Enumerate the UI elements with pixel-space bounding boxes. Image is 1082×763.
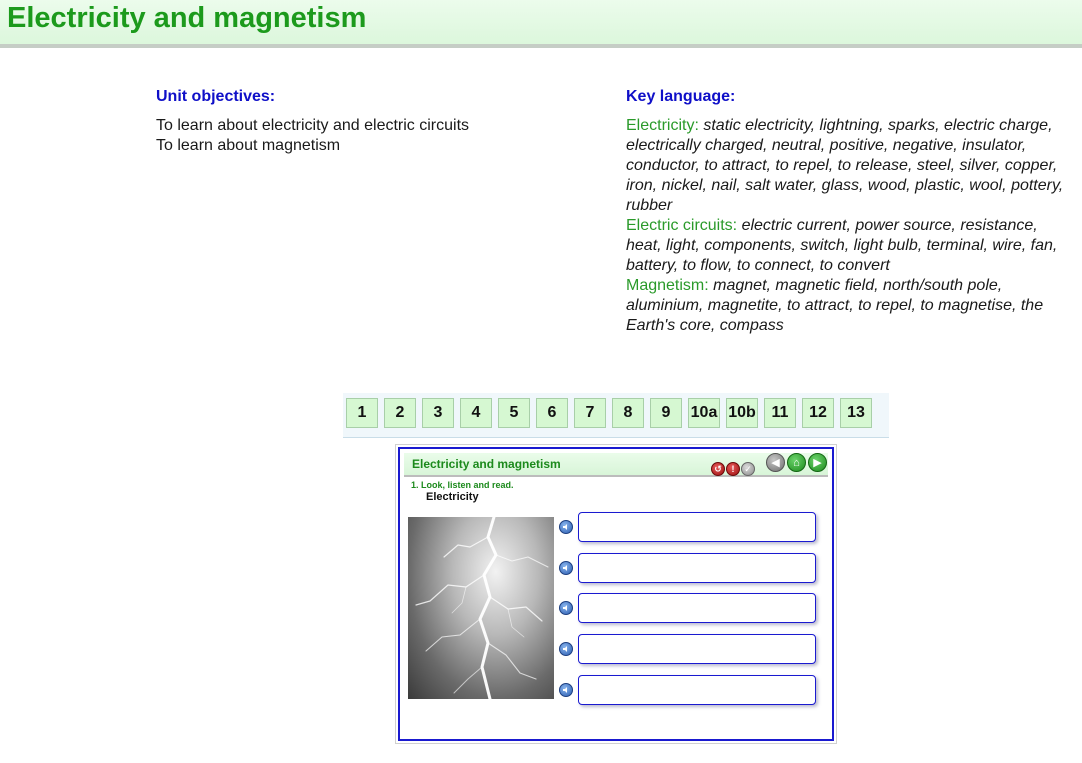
page-button-4[interactable]: 4: [460, 398, 492, 428]
page-button-3[interactable]: 3: [422, 398, 454, 428]
activity-instruction: 1. Look, listen and read.: [411, 480, 514, 490]
activity-title-bar: [404, 453, 828, 477]
answer-input-1[interactable]: [578, 512, 816, 542]
page-navigation: [343, 393, 889, 438]
speaker-icon[interactable]: [559, 520, 573, 534]
key-language-words-magnetism: magnet, magnetic field, north/south pole, aluminium, magnetite, to attract, to repel, to magnetise, the Earth's core, compass: [626, 277, 1044, 334]
speaker-icon[interactable]: [559, 683, 573, 697]
key-language-category-magnetism: Magnetism:: [626, 277, 709, 294]
key-language-text: [626, 116, 1074, 336]
page-button-9[interactable]: 9: [650, 398, 682, 428]
key-language-words-electricity: static electricity, lightning, sparks, electric charge, electrically charged, neutral, positive, negative, insulator, conductor, to attract, to repel, to release, steel, silver, copper, iron, nickel, nail, salt water, glass, wood, plastic, wool, pottery, rubber: [626, 117, 1064, 214]
page-button-10b[interactable]: 10b: [726, 398, 758, 428]
activity-title: Electricity and magnetism: [412, 457, 561, 471]
info-icon[interactable]: !: [726, 462, 740, 476]
page-title: Electricity and magnetism: [7, 2, 367, 34]
key-language-category-circuits: Electric circuits:: [626, 217, 738, 234]
page-button-13[interactable]: 13: [840, 398, 872, 428]
key-language-words-circuits: electric current, power source, resistance, heat, light, components, switch, light bulb, terminal, wire, fan, battery, to flow, to connect, to convert: [626, 217, 1058, 274]
page-header: [0, 0, 1082, 48]
objective-item: To learn about electricity and electric circuits: [156, 117, 470, 134]
page-button-2[interactable]: 2: [384, 398, 416, 428]
speaker-icon[interactable]: [559, 642, 573, 656]
objective-item: To learn about magnetism: [156, 137, 341, 154]
home-icon[interactable]: ⌂: [787, 453, 806, 472]
check-icon[interactable]: ✓: [741, 462, 755, 476]
undo-icon[interactable]: ↺: [711, 462, 725, 476]
page-button-6[interactable]: 6: [536, 398, 568, 428]
page-button-12[interactable]: 12: [802, 398, 834, 428]
answer-input-4[interactable]: [578, 634, 816, 664]
page-button-1[interactable]: 1: [346, 398, 378, 428]
objectives-heading: Unit objectives:: [156, 88, 276, 105]
key-language-heading: Key language:: [626, 88, 736, 105]
answer-input-5[interactable]: [578, 675, 816, 705]
page-button-10a[interactable]: 10a: [688, 398, 720, 428]
page-button-7[interactable]: 7: [574, 398, 606, 428]
speaker-icon[interactable]: [559, 601, 573, 615]
back-arrow-icon[interactable]: ◀: [766, 453, 785, 472]
key-language-category-electricity: Electricity:: [626, 117, 699, 134]
activity-frame: [395, 444, 837, 744]
page-button-8[interactable]: 8: [612, 398, 644, 428]
forward-arrow-icon[interactable]: ▶: [808, 453, 827, 472]
answer-input-2[interactable]: [578, 553, 816, 583]
lightning-image: [408, 517, 554, 699]
page-button-5[interactable]: 5: [498, 398, 530, 428]
answer-input-3[interactable]: [578, 593, 816, 623]
activity-subheading: Electricity: [426, 491, 479, 503]
activity-panel: [398, 447, 834, 741]
page-button-11[interactable]: 11: [764, 398, 796, 428]
objectives-list: [156, 116, 469, 156]
speaker-icon[interactable]: [559, 561, 573, 575]
lightning-bolt-icon: [408, 517, 554, 699]
